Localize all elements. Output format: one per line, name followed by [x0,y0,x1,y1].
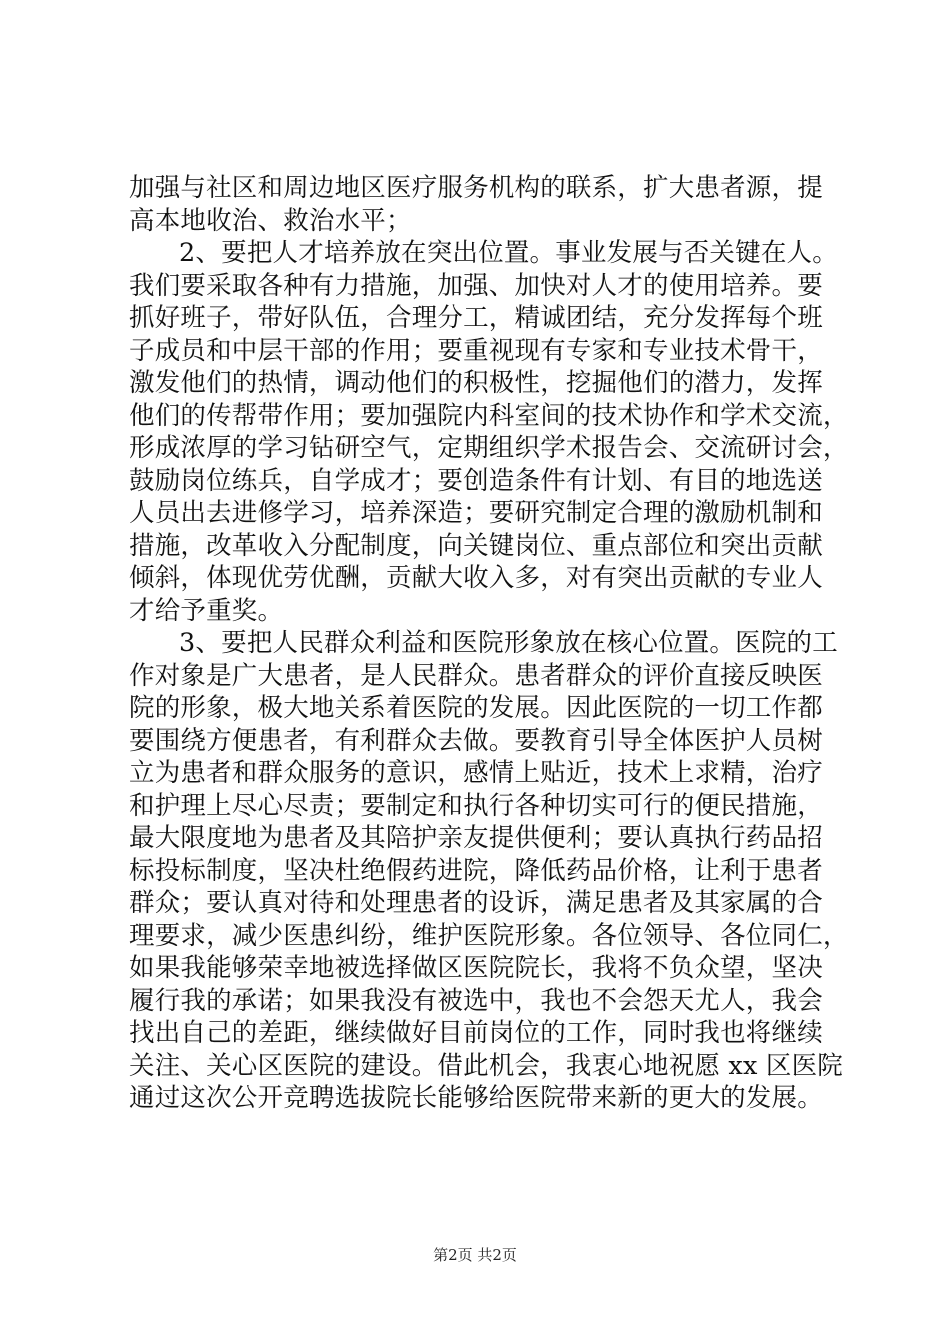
text-line: 最大限度地为患者及其陪护亲友提供便利；要认真执行药品招 [129,823,823,853]
paragraph-continuation [129,172,821,237]
text-line: 2、要把人才培养放在突出位置。事业发展与否关键在人。 [179,238,838,268]
text-line: 如果我能够荣幸地被选择做区医院院长，我将不负众望，坚决 [129,953,823,983]
paragraph-public-interest [129,627,849,1115]
text-line: 他们的传帮带作用；要加强院内科室间的技术协作和学术交流， [129,400,849,431]
text-line: 立为患者和群众服务的意识，感情上贴近，技术上求精，治疗 [129,758,823,788]
text-line: 我们要采取各种有力措施，加强、加快对人才的使用培养。要 [129,270,823,301]
text-line: 倾斜，体现优劳优酬，贡献大收入多，对有突出贡献的专业人 [129,563,823,593]
text-line: 和护理上尽心尽责；要制定和执行各种切实可行的便民措施， [129,790,823,821]
text-line: 群众；要认真对待和处理患者的设诉，满足患者及其家属的合 [129,888,823,918]
document-body [129,172,849,1115]
text-line: 关注、关心区医院的建设。借此机会，我衷心地祝愿 xx 区医院 [129,1050,843,1081]
text-line: 子成员和中层干部的作用；要重视现有专家和专业技术骨干， [129,335,823,366]
text-line: 理要求，减少医患纠纷，维护医院形象。各位领导、各位同仁， [129,920,849,951]
text-line: 鼓励岗位练兵，自学成才；要创造条件有计划、有目的地选送 [129,465,823,496]
page-footer: 第2页 共2页 [433,1246,517,1264]
text-line: 激发他们的热情，调动他们的积极性，挖掘他们的潜力，发挥 [129,368,823,398]
text-line: 院的形象，极大地关系着医院的发展。因此医院的一切工作都 [129,693,823,723]
text-line: 措施，改革收入分配制度，向关键岗位、重点部位和突出贡献 [129,530,823,561]
text-line: 3、要把人民群众利益和医院形象放在核心位置。医院的工 [179,628,838,658]
text-line: 加强与社区和周边地区医疗服务机构的联系，扩大患者源，提 [129,173,823,203]
text-line: 找出自己的差距，继续做好目前岗位的工作，同时我也将继续 [129,1018,823,1048]
text-line: 标投标制度，坚决杜绝假药进院，降低药品价格，让利于患者 [129,855,823,886]
text-line: 人员出去进修学习，培养深造；要研究制定合理的激励机制和 [129,498,823,528]
text-line: 作对象是广大患者，是人民群众。患者群众的评价直接反映医 [129,660,823,691]
text-line: 形成浓厚的学习钻研空气，定期组织学术报告会、交流研讨会， [129,433,849,463]
text-line: 才给予重奖。 [129,595,284,626]
text-line: 抓好班子，带好队伍，合理分工，精诚团结，充分发挥每个班 [129,303,823,333]
text-line: 通过这次公开竞聘选拔院长能够给医院带来新的更大的发展。 [129,1083,823,1113]
paragraph-talent-training [129,237,849,627]
text-line: 要围绕方便患者，有利群众去做。要教育引导全体医护人员树 [129,725,823,756]
text-line: 履行我的承诺；如果我没有被选中，我也不会怨天尤人，我会 [129,985,823,1016]
text-line: 高本地收治、救治水平； [129,205,412,236]
